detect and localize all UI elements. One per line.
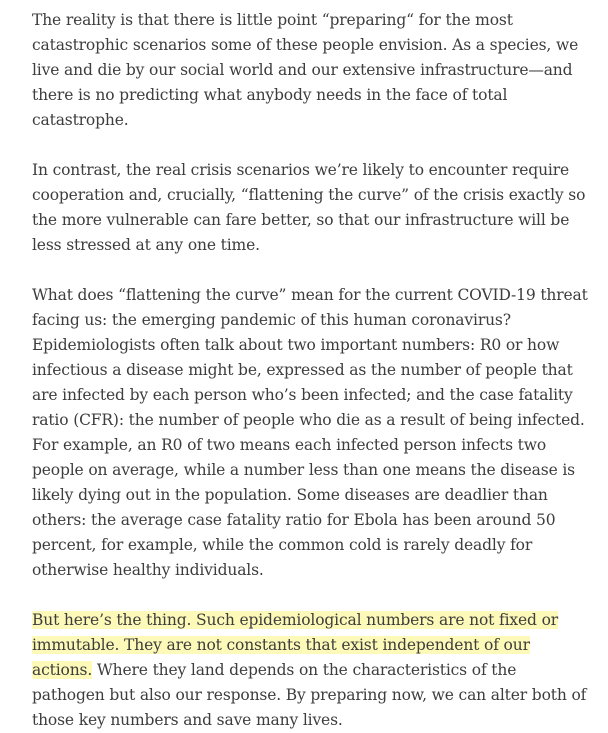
paragraph-text: What does “flattening the curve” mean for the current COVID-19 threat facing us: the emerging pandemic of this human coronavirus? Epidemiologists often talk about two important numbers: R0 or how infectious a disease might be, expressed as the number of people that are infected by each person who’s been infected; and the case fatality ratio (CFR): the number of people who die as a result of being infected. For example, an R0 of two means each infected person infects two people on average, while a number less than one means the disease is likely dying out in the population. Some diseases are deadlier than others: the average case fatality ratio for Ebola has been around 50 percent, for example, while the common cold is rarely deadly for otherwise healthy individuals. <box>32 286 588 579</box>
paragraph-text: Where they land depends on the characteristics of the pathogen but also our response. By preparing now, we can alter both of those key numbers and save many lives. <box>32 661 587 729</box>
paragraph-text: In contrast, the real crisis scenarios we’re likely to encounter require cooperation and, crucially, “flattening the curve” of the crisis exactly so the more vulnerable can fare better, so that our infrastructure will be less stressed at any one time. <box>32 161 586 254</box>
paragraph-preparing <box>32 8 588 133</box>
article-body <box>32 8 588 733</box>
paragraph-text: The reality is that there is little point “preparing“ for the most catastrophic scenarios some of these people envision. As a species, we live and die by our social world and our extensive infrastructure—and there is no predicting what anybody needs in the face of total catastrophe. <box>32 11 579 129</box>
paragraph-epidemiology-numbers <box>32 283 588 583</box>
paragraph-flattening-curve <box>32 158 588 258</box>
paragraph-heres-the-thing <box>32 608 588 733</box>
highlighted-quote[interactable]: But here’s the thing. Such epidemiological numbers are not fixed or immutable. They are not constants that exist independent of our actions. <box>32 611 559 679</box>
